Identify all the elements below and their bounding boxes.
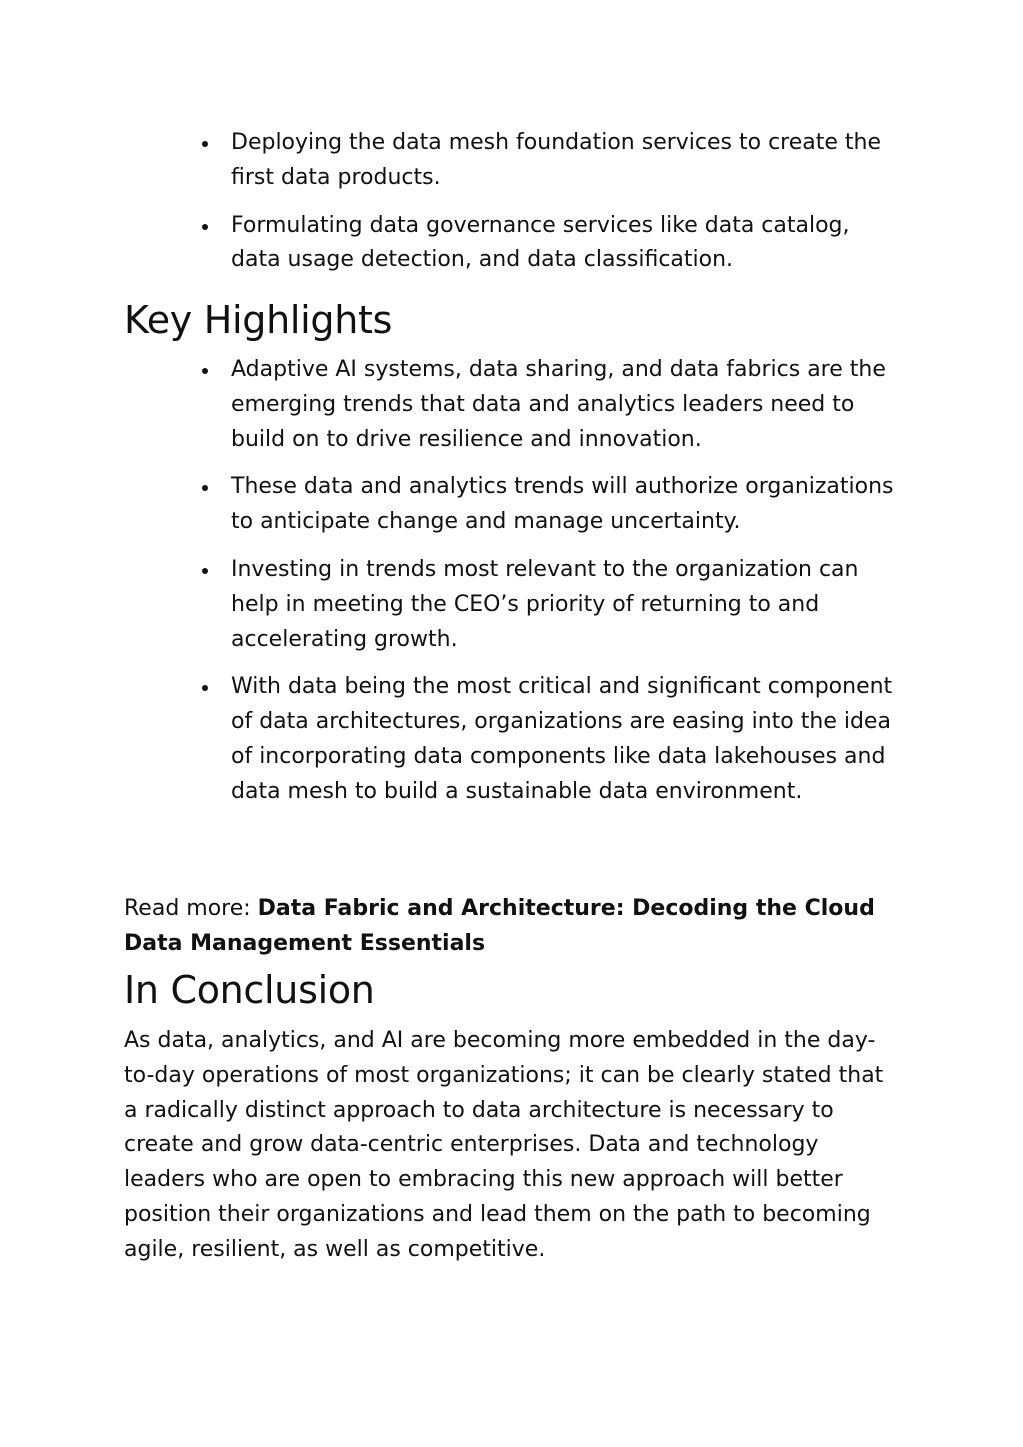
section-heading-key-highlights: Key Highlights bbox=[124, 298, 393, 342]
read-more-link[interactable]: Data Fabric and Architecture: Decoding the Cloud Data Management Essentials bbox=[124, 896, 875, 956]
bullet-list-top bbox=[124, 126, 904, 291]
list-item: With data being the most critical and significant component of data architectures, organizations are easing into the idea of incorporating data components like data lakehouses and data mesh to build a sustainable data environment. bbox=[124, 670, 904, 809]
bullet-list-key-highlights bbox=[124, 353, 904, 823]
list-item: Adaptive AI systems, data sharing, and data fabrics are the emerging trends that data and analytics leaders need to build on to drive resilience and innovation. bbox=[124, 353, 904, 457]
list-item: Deploying the data mesh foundation services to create the first data products. bbox=[124, 126, 904, 196]
conclusion-paragraph: As data, analytics, and AI are becoming more embedded in the day-to-day operations of most organizations; it can be clearly stated that a radically distinct approach to data architecture is necessary to create and grow data-centric enterprises. Data and technology leaders who are open to embracing this new approach will better position their organizations and lead them on the path to becoming agile, resilient, as well as competitive. bbox=[124, 1028, 884, 1262]
read-more-prefix: Read more: bbox=[124, 896, 258, 921]
section-heading-conclusion: In Conclusion bbox=[124, 968, 375, 1012]
list-item: These data and analytics trends will authorize organizations to anticipate change and manage uncertainty. bbox=[124, 470, 904, 540]
list-item: Formulating data governance services like data catalog, data usage detection, and data classification. bbox=[124, 209, 904, 279]
read-more-paragraph bbox=[124, 892, 894, 962]
list-item: Investing in trends most relevant to the organization can help in meeting the CEO’s priority of returning to and accelerating growth. bbox=[124, 553, 904, 657]
